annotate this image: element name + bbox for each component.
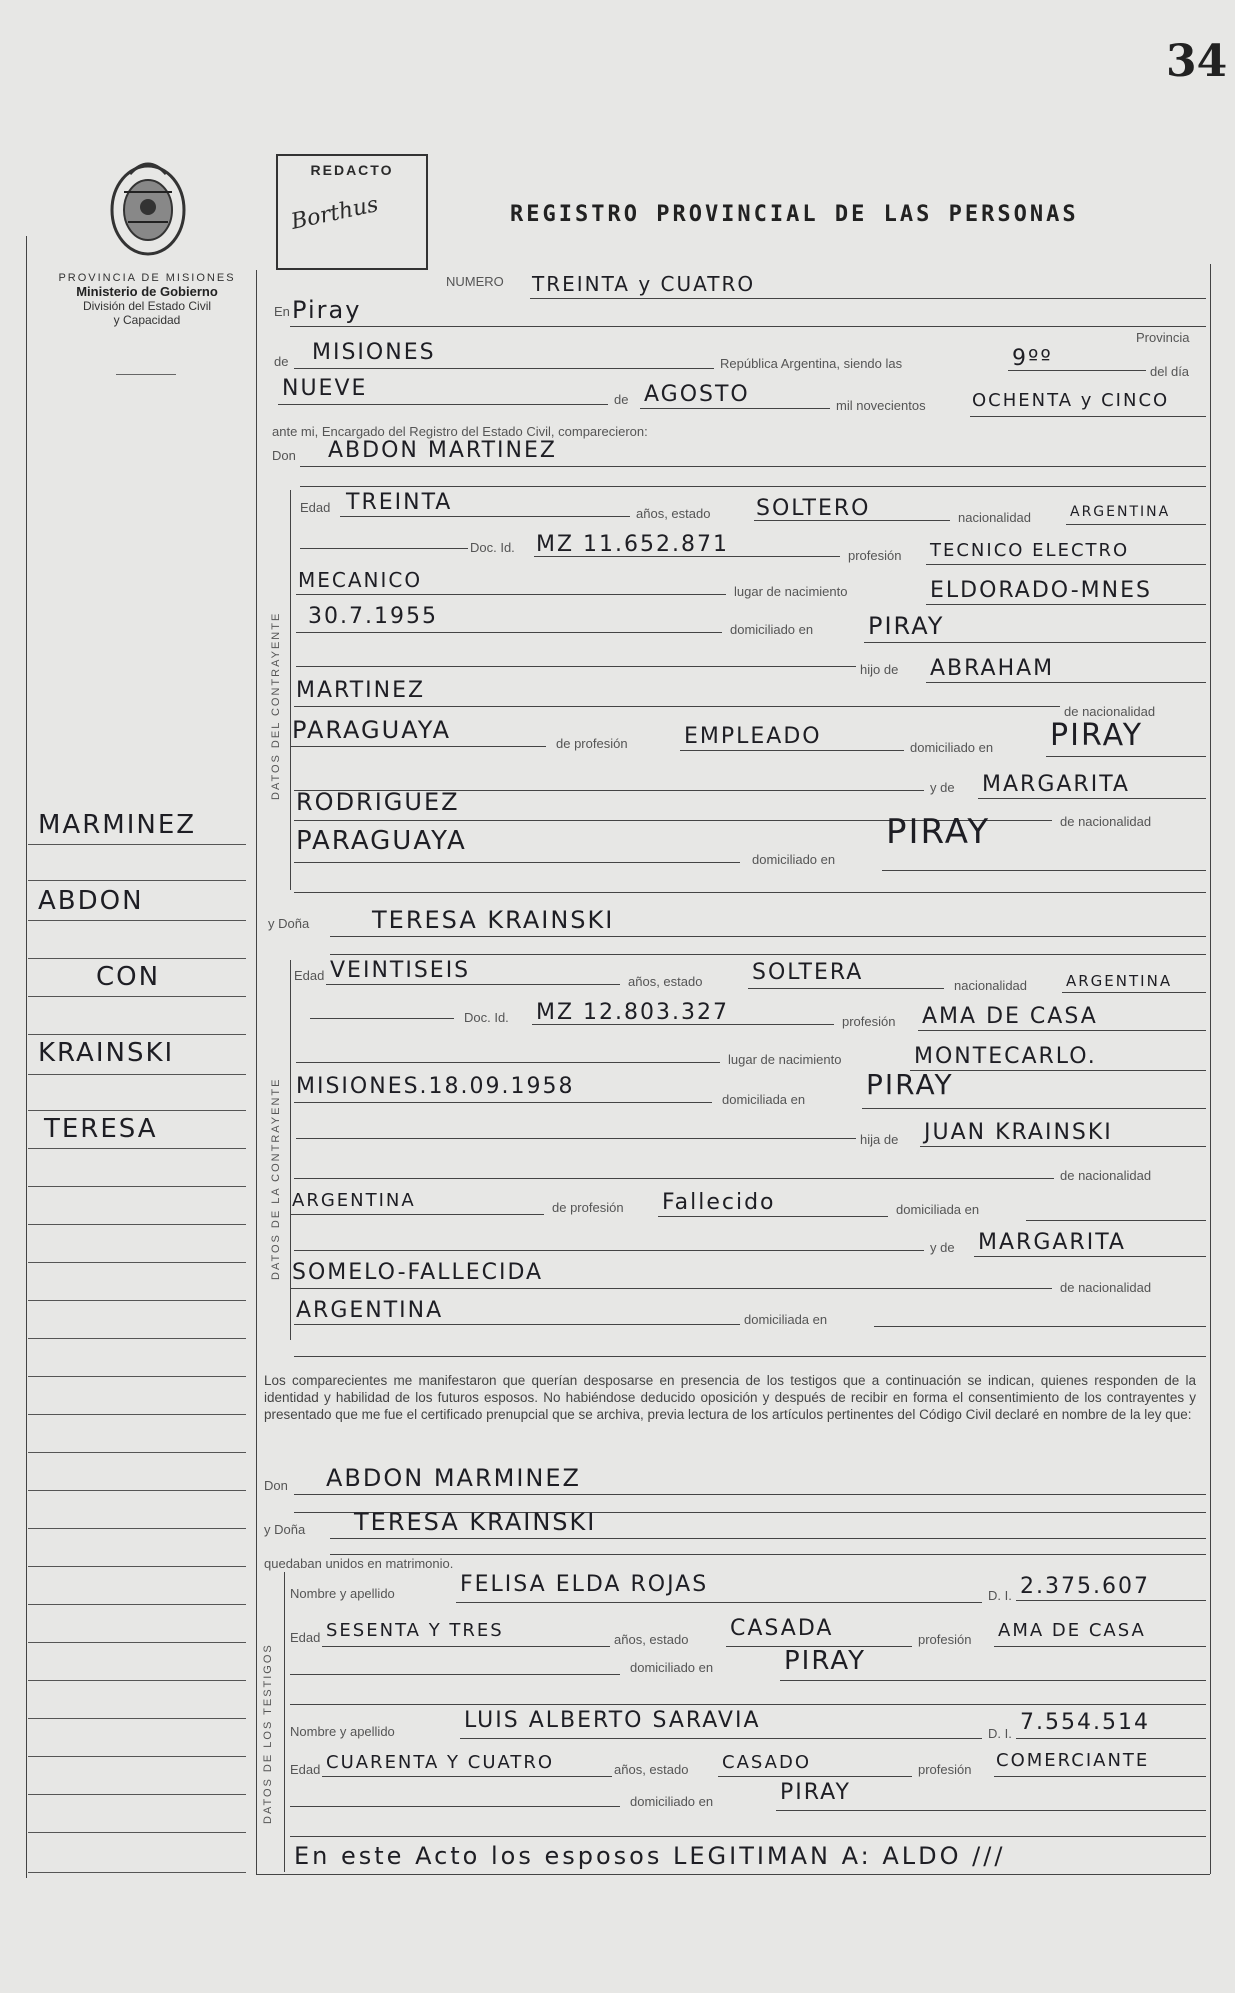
- lugar2-label: lugar de nacimiento: [728, 1052, 842, 1067]
- province-text: PROVINCIA DE MISIONES: [58, 272, 236, 284]
- page-title: REGISTRO PROVINCIAL DE LAS PERSONAS: [510, 202, 1079, 227]
- t1-prof-label: profesión: [918, 1632, 972, 1647]
- doc2-value: MZ 12.803.327: [536, 1000, 730, 1025]
- don-value: ABDON MARTINEZ: [328, 438, 557, 463]
- nacmadre2-value: ARGENTINA: [296, 1298, 444, 1323]
- mes-value: AGOSTO: [644, 382, 750, 407]
- profpadre2-value: Fallecido: [662, 1190, 776, 1215]
- t1-di-label: D. I.: [988, 1588, 1012, 1603]
- final-note: En este Acto los esposos LEGITIMAN A: ALDO ///: [294, 1842, 1006, 1870]
- de-value: MISIONES: [312, 340, 436, 365]
- stamp-label: REDACTO: [310, 162, 394, 178]
- hija2-label: hija de: [860, 1132, 899, 1147]
- t1-prof-value: AMA DE CASA: [998, 1620, 1146, 1641]
- ante-label: ante mi, Encargado del Registro del Estado Civil, comparecieron:: [272, 424, 648, 439]
- dommadre1-label: domiciliado en: [752, 852, 836, 867]
- prof2-value: AMA DE CASA: [922, 1004, 1098, 1029]
- dona2-value: TERESA KRAINSKI: [354, 1508, 597, 1536]
- lugar1-value: ELDORADO-MNES: [930, 578, 1152, 603]
- edad2-label: Edad: [294, 968, 325, 983]
- anio-value: OCHENTA y CINCO: [972, 390, 1170, 411]
- dona-label: y Doña: [268, 916, 310, 931]
- t2-prof-value: COMERCIANTE: [996, 1750, 1150, 1771]
- madre2-label: y de: [930, 1240, 955, 1255]
- edad2-value: VEINTISEIS: [330, 958, 471, 983]
- fecha2-value: MISIONES.18.09.1958: [296, 1074, 575, 1099]
- nac1-label: nacionalidad: [958, 510, 1032, 525]
- margin-name-5: TERESA: [44, 1114, 158, 1144]
- madre2-value: MARGARITA: [978, 1230, 1126, 1255]
- margin-name-1: MARMINEZ: [38, 810, 197, 840]
- edad1-value: TREINTA: [346, 490, 453, 515]
- t2-dom-value: PIRAY: [780, 1780, 851, 1805]
- t1-edad-label: Edad: [290, 1630, 321, 1645]
- nacpadre1-label: de nacionalidad: [1064, 704, 1156, 719]
- t1-di-value: 2.375.607: [1020, 1574, 1150, 1599]
- nacpadre2-label: de nacionalidad: [1060, 1168, 1152, 1183]
- madre1-value: MARGARITA: [982, 772, 1130, 797]
- dommadre1-value: PIRAY: [886, 812, 991, 852]
- t1-dom-label: domiciliado en: [630, 1660, 714, 1675]
- stamp-signature: Borthus: [288, 192, 381, 235]
- don2-label: Don: [264, 1478, 288, 1493]
- hijo1b-value: MARTINEZ: [296, 678, 426, 703]
- t1-nombre-label: Nombre y apellido: [290, 1586, 395, 1601]
- dompadre2-label: domiciliada en: [896, 1202, 980, 1217]
- dona-value: TERESA KRAINSKI: [372, 906, 615, 934]
- en-label: En: [274, 304, 290, 319]
- madre1-label: y de: [930, 780, 955, 795]
- t2-di-label: D. I.: [988, 1726, 1012, 1741]
- t1-dom-value: PIRAY: [784, 1646, 867, 1676]
- numero-value: TREINTA y CUATRO: [532, 272, 756, 296]
- t2-estado-value: CASADO: [722, 1752, 811, 1773]
- coat-of-arms-icon: [100, 152, 196, 262]
- estado1-label: años, estado: [636, 506, 711, 521]
- t2-estado-label: años, estado: [614, 1762, 689, 1777]
- prof1-value: TECNICO ELECTRO: [930, 540, 1130, 561]
- hijo1-value: ABRAHAM: [930, 656, 1055, 681]
- nacpadre1-value: PARAGUAYA: [292, 716, 451, 744]
- dona2-label: y Doña: [264, 1522, 306, 1537]
- doc1-label: Doc. Id.: [470, 540, 515, 555]
- nacmadre1-value: PARAGUAYA: [296, 826, 467, 856]
- numero-label: NUMERO: [446, 274, 504, 289]
- madre1b-value: RODRIGUEZ: [296, 788, 460, 816]
- left-header: [36, 272, 258, 327]
- estado1-value: SOLTERO: [756, 496, 871, 521]
- nacpadre2-value: ARGENTINA: [292, 1190, 416, 1211]
- hija2-value: JUAN KRAINSKI: [924, 1120, 1113, 1145]
- t2-di-value: 7.554.514: [1020, 1710, 1150, 1735]
- margin-name-4: KRAINSKI: [38, 1038, 175, 1068]
- profpadre1-label: de profesión: [556, 736, 628, 751]
- fecha1-value: 30.7.1955: [308, 604, 438, 629]
- margin-name-2: ABDON: [38, 886, 144, 916]
- nac2-label: nacionalidad: [954, 978, 1028, 993]
- capacity-text: y Capacidad: [113, 313, 181, 327]
- t2-prof-label: profesión: [918, 1762, 972, 1777]
- t2-nombre-value: LUIS ALBERTO SARAVIA: [464, 1708, 761, 1733]
- del-dia-label: del día: [1150, 364, 1190, 379]
- nac1-value: ARGENTINA: [1070, 504, 1171, 520]
- profpadre1-value: EMPLEADO: [684, 724, 822, 749]
- quedaban-text: quedaban unidos en matrimonio.: [264, 1556, 454, 1571]
- t2-edad-label: Edad: [290, 1762, 321, 1777]
- dom1-label: domiciliado en: [730, 622, 814, 637]
- t2-edad-value: CUARENTA Y CUATRO: [326, 1752, 555, 1773]
- estado2-label: años, estado: [628, 974, 703, 989]
- de-mes-label: de: [614, 392, 629, 407]
- t1-estado-label: años, estado: [614, 1632, 689, 1647]
- prof1-label: profesión: [848, 548, 902, 563]
- contrayenta-side-label: DATOS DE LA CONTRAYENTE: [270, 1077, 282, 1280]
- lugar1-label: lugar de nacimiento: [734, 584, 848, 599]
- hijo1-label: hijo de: [860, 662, 899, 677]
- profpadre2-label: de profesión: [552, 1200, 624, 1215]
- nacmadre1-label: de nacionalidad: [1060, 814, 1152, 829]
- division-text: División del Estado Civil: [82, 299, 212, 313]
- t1-edad-value: SESENTA Y TRES: [326, 1620, 504, 1641]
- dommadre2-label: domiciliada en: [744, 1312, 828, 1327]
- republica-label: República Argentina, siendo las: [720, 356, 903, 371]
- ministry-text: Ministerio de Gobierno: [76, 284, 218, 299]
- margin-name-3: CON: [96, 962, 161, 992]
- provincia-label: Provincia: [1136, 330, 1190, 345]
- de-label: de: [274, 354, 289, 369]
- mil-label: mil novecientos: [836, 398, 926, 413]
- dom2-label: domiciliada en: [722, 1092, 806, 1107]
- dom1-value: PIRAY: [868, 612, 945, 640]
- redacto-stamp: [276, 154, 428, 270]
- dompadre1-label: domiciliado en: [910, 740, 994, 755]
- hora-value: 9ºº: [1012, 346, 1053, 371]
- t1-nombre-value: FELISA ELDA ROJAS: [460, 1572, 709, 1597]
- dompadre1-value: PIRAY: [1050, 718, 1144, 753]
- en-value: Piray: [292, 296, 362, 324]
- nacmadre2-label: de nacionalidad: [1060, 1280, 1152, 1295]
- nac2-value: ARGENTINA: [1066, 972, 1173, 990]
- t2-dom-label: domiciliado en: [630, 1794, 714, 1809]
- edad1-label: Edad: [300, 500, 331, 515]
- madre2b-value: SOMELO-FALLECIDA: [292, 1260, 544, 1285]
- dom2-value: PIRAY: [866, 1068, 954, 1101]
- dia-value: NUEVE: [282, 376, 368, 401]
- contrayente-side-label: DATOS DEL CONTRAYENTE: [270, 611, 282, 800]
- don-label: Don: [272, 448, 296, 463]
- page-number: 34: [1166, 36, 1228, 87]
- prof1b-value: MECANICO: [298, 568, 423, 592]
- doc2-label: Doc. Id.: [464, 1010, 509, 1025]
- don2-value: ABDON MARMINEZ: [326, 1464, 581, 1492]
- t1-estado-value: CASADA: [730, 1616, 834, 1641]
- prof2-label: profesión: [842, 1014, 896, 1029]
- t2-nombre-label: Nombre y apellido: [290, 1724, 395, 1739]
- doc1-value: MZ 11.652.871: [536, 532, 730, 557]
- declaration-paragraph: Los comparecientes me manifestaron que querían desposarse en presencia de los testigos que a continuación se indican, quienes responden de la identidad y habilidad de los futuros esposos. No habiéndose deducido oposición y después de recibir en forma el consentimiento de los contrayentes y presentado que me fue el certificado prenupcial que se archiva, previa lectura de los artículos pertinentes del Código Civil declaré en nombre de la ley que:: [264, 1373, 1196, 1422]
- lugar2-value: MONTECARLO.: [914, 1044, 1097, 1069]
- testigos-side-label: DATOS DE LOS TESTIGOS: [262, 1643, 274, 1824]
- estado2-value: SOLTERA: [752, 960, 864, 985]
